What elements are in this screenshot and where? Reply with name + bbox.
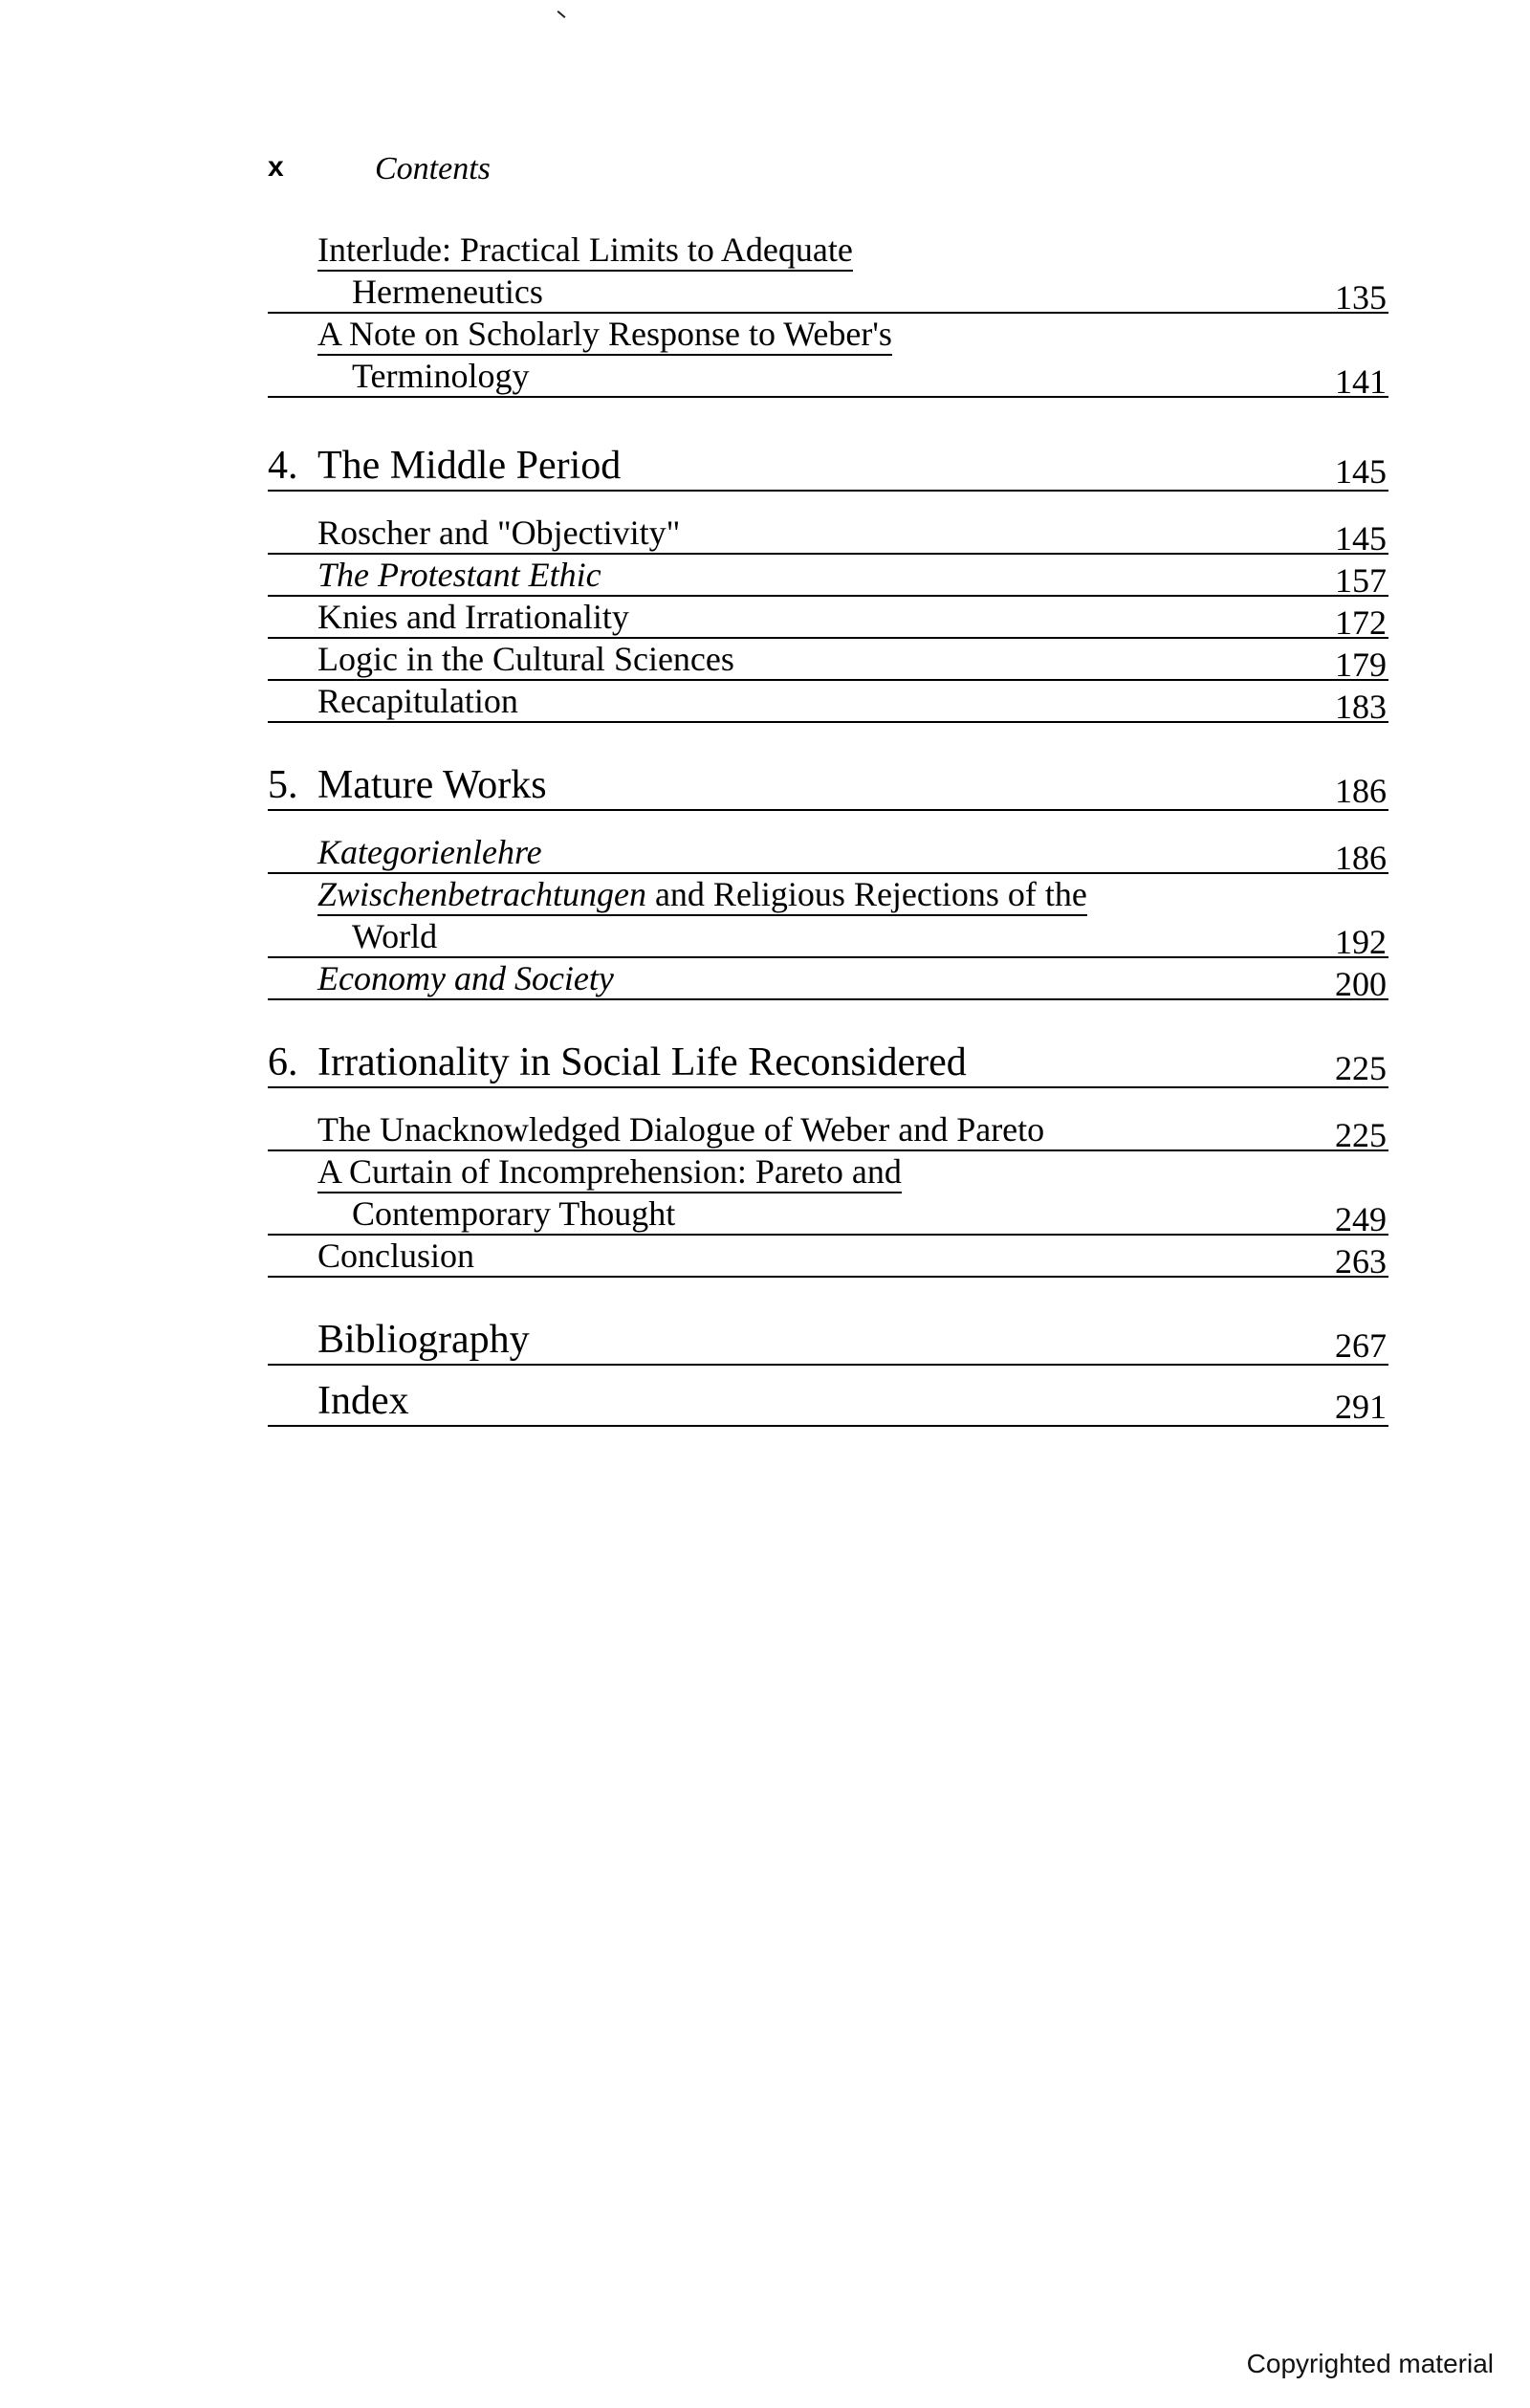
running-title: Contents: [375, 151, 491, 186]
toc-chapter-6[interactable]: [268, 1039, 1388, 1088]
entry-title-line1: [317, 874, 1087, 916]
entry-page-number: 249: [1335, 1200, 1387, 1238]
toc-entry-interlude[interactable]: [268, 230, 1388, 317]
toc-entry-logic[interactable]: [268, 639, 1388, 684]
entry-page-number: 263: [1335, 1242, 1387, 1281]
entry-title-line2: Hermeneutics: [352, 273, 543, 311]
entry-title: Knies and Irrationality: [317, 598, 629, 636]
entry-title: The Protestant Ethic: [317, 556, 601, 594]
entry-title-rest: and Religious Rejections of the: [645, 875, 1087, 913]
entry-page-number: 267: [1335, 1326, 1387, 1365]
entry-page-number: 183: [1335, 688, 1387, 726]
toc-chapter-4[interactable]: [268, 442, 1388, 492]
toc-entry-unacknowledged-dialogue[interactable]: [268, 1109, 1388, 1154]
toc-entry-recapitulation[interactable]: [268, 681, 1388, 726]
chapter-page-number: 186: [1335, 772, 1387, 810]
entry-title: Roscher and "Objectivity": [317, 514, 681, 552]
toc-entry-knies[interactable]: [268, 597, 1388, 642]
entry-title: Index: [317, 1379, 409, 1423]
entry-title-line2: Contemporary Thought: [352, 1194, 676, 1233]
entry-page-number: 192: [1335, 923, 1387, 961]
entry-page-number: 179: [1335, 646, 1387, 684]
entry-title-italic: Zwischenbetrachtungen: [317, 875, 646, 913]
page-numeral: x: [268, 151, 284, 183]
entry-title: The Unacknowledged Dialogue of Weber and Pareto: [317, 1110, 1045, 1149]
entry-title-line1: A Note on Scholarly Response to Weber's: [317, 314, 892, 356]
chapter-title: The Middle Period: [317, 444, 622, 488]
chapter-title: Mature Works: [317, 763, 547, 807]
toc-entry-conclusion[interactable]: [268, 1236, 1388, 1281]
entry-title: Kategorienlehre: [317, 833, 542, 871]
entry-page-number: 225: [1335, 1116, 1387, 1154]
table-of-contents: [268, 230, 1388, 1427]
toc-entry-zwischenbetrachtungen[interactable]: [268, 874, 1388, 961]
entry-title: Bibliography: [317, 1318, 530, 1362]
scan-mark: [557, 11, 566, 18]
entry-page-number: 291: [1335, 1388, 1387, 1426]
toc-entry-kategorienlehre[interactable]: [268, 832, 1388, 877]
toc-entry-economy-society[interactable]: [268, 958, 1388, 1003]
copyright-watermark: Copyrighted material: [1246, 2349, 1494, 2378]
entry-title: Logic in the Cultural Sciences: [317, 640, 734, 678]
toc-entry-roscher[interactable]: [268, 513, 1388, 558]
toc-entry-curtain[interactable]: [268, 1151, 1388, 1236]
chapter-page-number: 225: [1335, 1049, 1387, 1087]
toc-entry-bibliography[interactable]: [268, 1316, 1388, 1366]
chapter-title: Irrationality in Social Life Reconsidered: [317, 1040, 967, 1084]
toc-entry-index[interactable]: [268, 1377, 1388, 1427]
entry-title-line1: Interlude: Practical Limits to Adequate: [317, 230, 853, 272]
toc-entry-note-terminology[interactable]: [268, 314, 1388, 401]
entry-page-number: 172: [1335, 603, 1387, 642]
entry-page-number: 186: [1335, 839, 1387, 877]
toc-entry-protestant-ethic[interactable]: [268, 555, 1388, 600]
entry-title-line2: World: [352, 917, 438, 955]
chapter-page-number: 145: [1335, 452, 1387, 491]
entry-title: Conclusion: [317, 1237, 475, 1275]
entry-page-number: 200: [1335, 965, 1387, 1003]
entry-page-number: 145: [1335, 519, 1387, 558]
toc-chapter-5[interactable]: [268, 761, 1388, 811]
entry-page-number: 141: [1335, 362, 1387, 401]
entry-page-number: 135: [1335, 278, 1387, 317]
entry-page-number: 157: [1335, 561, 1387, 600]
entry-title: Recapitulation: [317, 682, 518, 720]
entry-title-line2: Terminology: [352, 357, 530, 395]
chapter-number: 5.: [268, 763, 298, 807]
chapter-number: 6.: [268, 1040, 298, 1084]
entry-title-line1: A Curtain of Incomprehension: Pareto and: [317, 1151, 902, 1193]
chapter-number: 4.: [268, 444, 298, 488]
entry-title: Economy and Society: [317, 959, 614, 997]
